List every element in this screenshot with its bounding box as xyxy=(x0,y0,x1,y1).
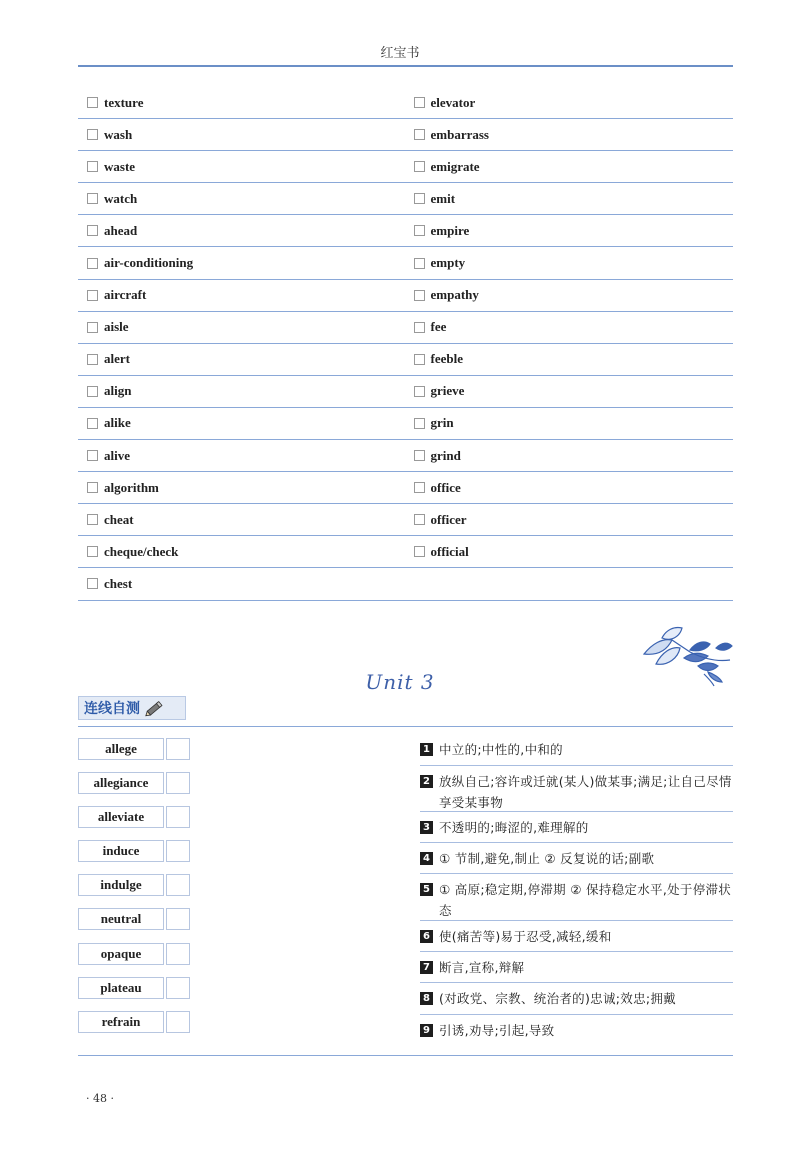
vocab-word: empire xyxy=(430,222,470,238)
match-row xyxy=(78,806,190,828)
vocab-word: fee xyxy=(430,319,447,335)
vocab-word: empty xyxy=(430,255,466,271)
vocab-word: chest xyxy=(104,575,133,591)
checkbox[interactable] xyxy=(414,418,425,429)
checkbox[interactable] xyxy=(414,225,425,236)
vocab-row xyxy=(78,376,733,408)
answer-box[interactable] xyxy=(166,1011,190,1033)
vocab-row xyxy=(78,151,733,183)
definition-item xyxy=(420,766,733,812)
checkbox[interactable] xyxy=(87,386,98,397)
vocab-word: alive xyxy=(104,447,130,463)
answer-box[interactable] xyxy=(166,738,190,760)
vocab-item xyxy=(406,319,734,335)
definition-number: 3 xyxy=(420,821,433,834)
answer-box[interactable] xyxy=(166,908,190,930)
vocab-word: alert xyxy=(104,351,130,367)
answer-box[interactable] xyxy=(166,840,190,862)
vocab-word: air-conditioning xyxy=(104,255,194,271)
definition-text: (对政党、宗教、统治者的)忠诚;效忠;拥戴 xyxy=(439,991,676,1006)
vocab-row xyxy=(78,247,733,279)
vocab-item xyxy=(406,223,734,239)
checkbox[interactable] xyxy=(414,193,425,204)
checkbox[interactable] xyxy=(87,482,98,493)
vocab-item xyxy=(78,95,406,111)
vocab-word: algorithm xyxy=(104,479,159,495)
pencil-icon xyxy=(144,699,166,717)
vocab-row xyxy=(78,472,733,504)
vocab-item xyxy=(406,95,734,111)
definition-item xyxy=(420,921,733,952)
definition-item xyxy=(420,952,733,983)
vocab-word: feeble xyxy=(430,351,463,367)
match-row xyxy=(78,874,190,896)
answer-box[interactable] xyxy=(166,977,190,999)
vocab-row xyxy=(78,215,733,247)
match-word: induce xyxy=(78,840,164,862)
checkbox[interactable] xyxy=(414,97,425,108)
checkbox[interactable] xyxy=(414,482,425,493)
vocab-word: elevator xyxy=(430,94,476,110)
section-label-text: 连线自测 xyxy=(84,701,140,717)
match-word: neutral xyxy=(78,908,164,930)
match-word: allege xyxy=(78,738,164,760)
checkbox[interactable] xyxy=(87,290,98,301)
checkbox[interactable] xyxy=(87,418,98,429)
vocab-word: empathy xyxy=(430,287,479,303)
header-divider xyxy=(78,65,733,67)
match-word: alleviate xyxy=(78,806,164,828)
vocab-word: cheque/check xyxy=(104,543,179,559)
vocab-word: wash xyxy=(104,126,133,142)
vocab-word: embarrass xyxy=(430,126,489,142)
match-row xyxy=(78,908,190,930)
vocab-item xyxy=(406,480,734,496)
vocab-item xyxy=(78,576,406,592)
definition-text: ① 高原;稳定期,停滞期 ② 保持稳定水平,处于停滞状态 xyxy=(439,882,732,918)
vocab-item xyxy=(406,255,734,271)
vocab-word: emigrate xyxy=(430,158,480,174)
vocab-word: ahead xyxy=(104,222,138,238)
definition-text: 引诱,劝导;引起,导致 xyxy=(439,1023,555,1038)
vocab-row xyxy=(78,408,733,440)
vocab-word: grind xyxy=(430,447,461,463)
vocab-row xyxy=(78,119,733,151)
match-word: indulge xyxy=(78,874,164,896)
vocab-item xyxy=(78,191,406,207)
definition-text: 使(痛苦等)易于忍受,减轻,缓和 xyxy=(439,929,612,944)
checkbox[interactable] xyxy=(414,322,425,333)
vocab-item xyxy=(406,383,734,399)
definition-text: 中立的;中性的,中和的 xyxy=(439,742,563,757)
checkbox[interactable] xyxy=(87,225,98,236)
vocab-row xyxy=(78,536,733,568)
match-word: refrain xyxy=(78,1011,164,1033)
checkbox[interactable] xyxy=(87,161,98,172)
answer-box[interactable] xyxy=(166,874,190,896)
vocab-word: emit xyxy=(430,190,456,206)
vocab-item xyxy=(406,351,734,367)
definition-text: 不透明的;晦涩的,难理解的 xyxy=(439,820,589,835)
vocab-item xyxy=(78,415,406,431)
checkbox[interactable] xyxy=(414,161,425,172)
vocab-row xyxy=(78,440,733,472)
vocab-item xyxy=(406,448,734,464)
definition-text: ① 节制,避免,制止 ② 反复说的话;副歌 xyxy=(439,851,655,866)
definition-number: 8 xyxy=(420,992,433,1005)
vocab-row xyxy=(78,568,733,600)
checkbox[interactable] xyxy=(87,193,98,204)
match-row xyxy=(78,977,190,999)
definition-number: 5 xyxy=(420,883,433,896)
section-label xyxy=(78,696,186,720)
definition-item xyxy=(420,1015,733,1046)
vocab-item xyxy=(78,448,406,464)
vocab-checklist xyxy=(78,87,733,601)
vocab-row xyxy=(78,183,733,215)
checkbox[interactable] xyxy=(414,290,425,301)
vocab-word: cheat xyxy=(104,511,134,527)
checkbox[interactable] xyxy=(87,546,98,557)
vocab-item xyxy=(406,159,734,175)
unit-title: Unit 3 xyxy=(365,670,435,694)
answer-box[interactable] xyxy=(166,943,190,965)
definition-list xyxy=(420,734,733,1046)
answer-box[interactable] xyxy=(166,772,190,794)
vocab-item xyxy=(78,319,406,335)
match-word: plateau xyxy=(78,977,164,999)
checkbox[interactable] xyxy=(87,97,98,108)
match-row xyxy=(78,738,190,760)
vocab-item xyxy=(406,191,734,207)
page-number: · 48 · xyxy=(86,1092,114,1105)
vocab-row xyxy=(78,87,733,119)
checkbox[interactable] xyxy=(414,450,425,461)
match-word: opaque xyxy=(78,943,164,965)
checkbox[interactable] xyxy=(414,258,425,269)
vocab-word: aisle xyxy=(104,319,129,335)
vocab-row xyxy=(78,344,733,376)
vocab-word: grieve xyxy=(430,383,465,399)
checkbox[interactable] xyxy=(414,514,425,525)
match-row xyxy=(78,943,190,965)
vocab-item xyxy=(78,480,406,496)
vocab-item xyxy=(78,159,406,175)
vocab-item xyxy=(406,127,734,143)
definition-item xyxy=(420,874,733,921)
vocab-word: texture xyxy=(104,94,144,110)
vocab-item xyxy=(78,351,406,367)
definition-number: 4 xyxy=(420,852,433,865)
vocab-item xyxy=(78,287,406,303)
vocab-row xyxy=(78,280,733,312)
checkbox[interactable] xyxy=(414,129,425,140)
definition-number: 7 xyxy=(420,961,433,974)
definition-text: 放纵自己;容许或迁就(某人)做某事;满足;让自己尽情享受某事物 xyxy=(439,774,732,810)
vocab-item xyxy=(78,544,406,560)
definition-number: 1 xyxy=(420,743,433,756)
vocab-word: grin xyxy=(430,415,454,431)
vocab-item xyxy=(78,223,406,239)
answer-box[interactable] xyxy=(166,806,190,828)
vocab-word: office xyxy=(430,479,461,495)
match-word-list xyxy=(78,738,190,1045)
match-row xyxy=(78,840,190,862)
vocab-item xyxy=(406,415,734,431)
checkbox[interactable] xyxy=(87,322,98,333)
vocab-word: aircraft xyxy=(104,287,147,303)
vocab-word: align xyxy=(104,383,132,399)
match-row xyxy=(78,772,190,794)
definition-number: 2 xyxy=(420,775,433,788)
vocab-item xyxy=(406,287,734,303)
definition-item xyxy=(420,812,733,843)
vocab-word: watch xyxy=(104,190,138,206)
checkbox[interactable] xyxy=(87,129,98,140)
definition-item xyxy=(420,734,733,766)
checkbox[interactable] xyxy=(87,578,98,589)
definition-item xyxy=(420,843,733,874)
definition-number: 6 xyxy=(420,930,433,943)
section-divider xyxy=(78,726,733,727)
checkbox[interactable] xyxy=(414,386,425,397)
vocab-word: official xyxy=(430,543,469,559)
checkbox[interactable] xyxy=(87,354,98,365)
vocab-word: alike xyxy=(104,415,131,431)
vocab-row xyxy=(78,312,733,344)
checkbox[interactable] xyxy=(414,354,425,365)
vocab-item xyxy=(78,512,406,528)
vocab-item xyxy=(78,383,406,399)
checkbox[interactable] xyxy=(87,450,98,461)
checkbox[interactable] xyxy=(87,258,98,269)
vocab-row xyxy=(78,504,733,536)
vocab-item xyxy=(406,512,734,528)
definition-text: 断言,宣称,辩解 xyxy=(439,960,525,975)
bottom-divider xyxy=(78,1055,733,1056)
match-row xyxy=(78,1011,190,1033)
checkbox[interactable] xyxy=(87,514,98,525)
vocab-item xyxy=(406,544,734,560)
checkbox[interactable] xyxy=(414,546,425,557)
definition-number: 9 xyxy=(420,1024,433,1037)
vocab-word: officer xyxy=(430,511,467,527)
vocab-item xyxy=(78,255,406,271)
match-word: allegiance xyxy=(78,772,164,794)
definition-item xyxy=(420,983,733,1015)
vocab-item xyxy=(78,127,406,143)
vocab-word: waste xyxy=(104,158,136,174)
page-header-title: 红宝书 xyxy=(380,46,420,61)
